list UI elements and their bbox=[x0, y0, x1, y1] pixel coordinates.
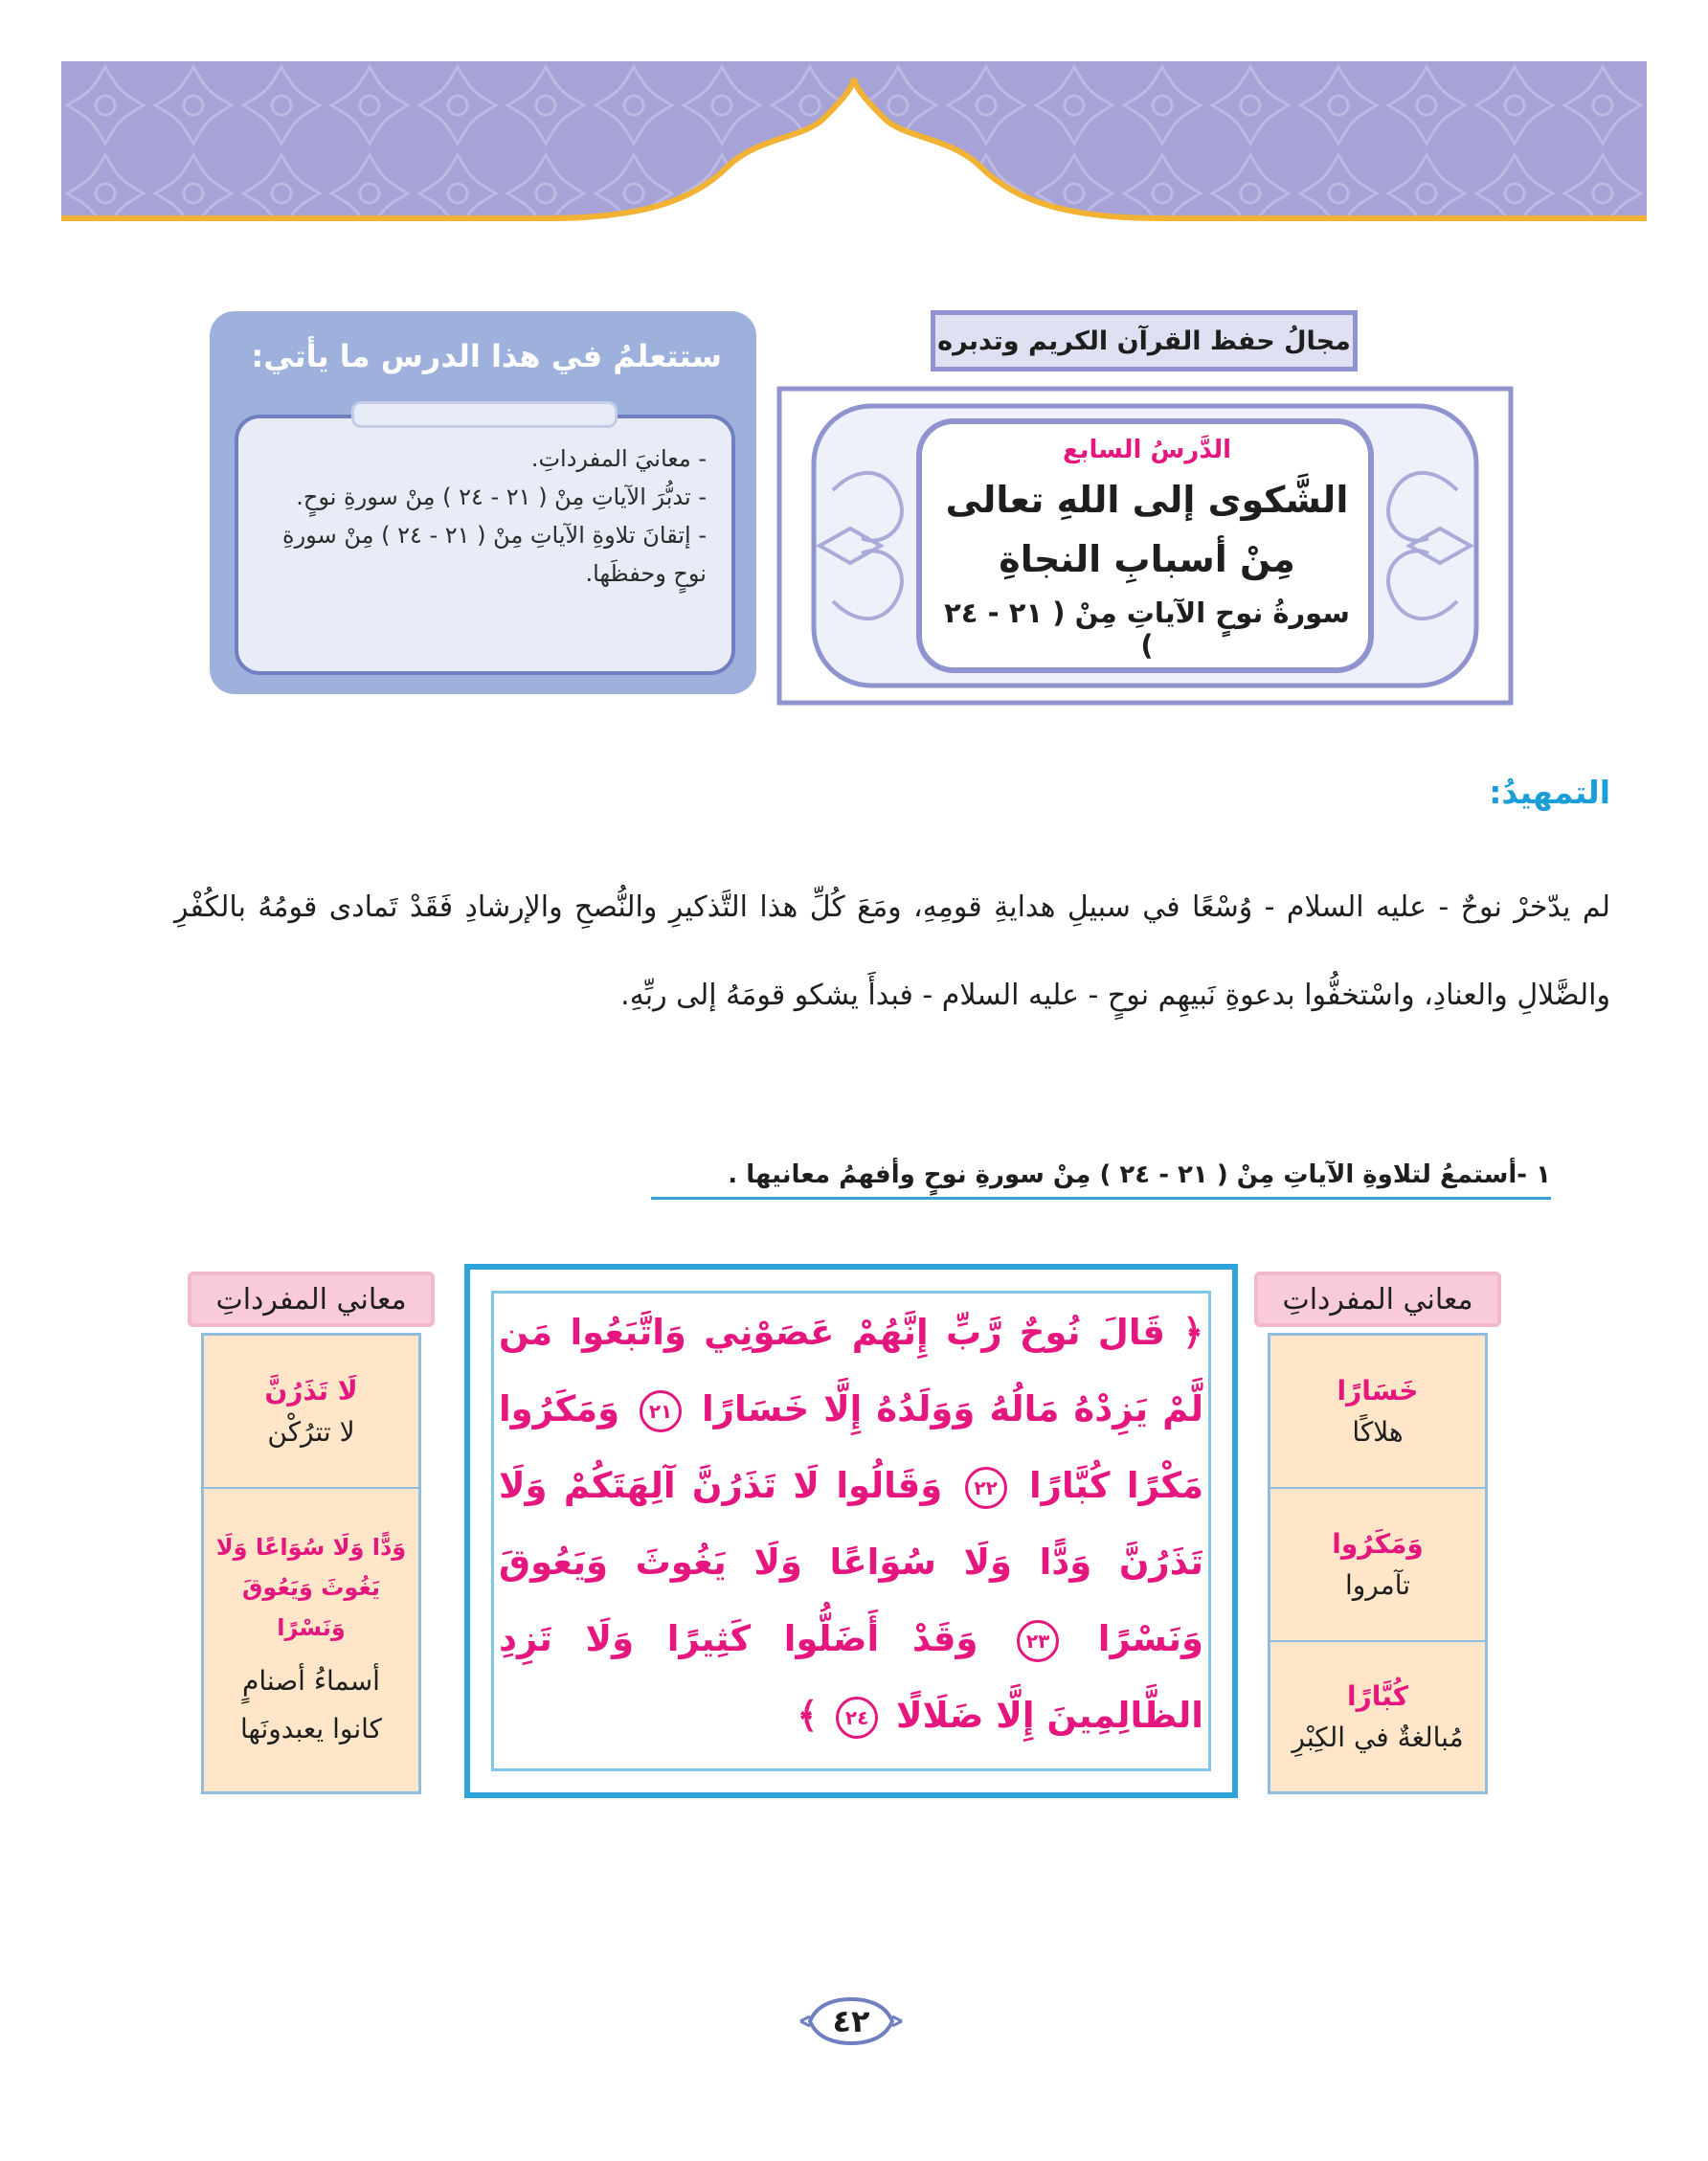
field-label bbox=[931, 310, 1358, 371]
objectives-list bbox=[263, 439, 707, 593]
quran-verses-frame bbox=[464, 1264, 1238, 1798]
lesson-title-line2: مِنْ أسبابِ النجاةِ bbox=[999, 538, 1295, 580]
quran-segment: وَقَالُوا لَا تَذَرُنَّ آلِهَتَكُمْ وَلَا تَذَرُنَّ وَدًّا وَلَا سُوَاعًا وَلَا يَغُوثَ وَيَعُوقَ وَنَسْرًا bbox=[499, 1465, 1203, 1659]
lesson-title-line1: الشَّكوى إلى اللهِ تعالى bbox=[945, 479, 1349, 521]
ayah-number: ٢١ bbox=[640, 1390, 682, 1432]
vocab-word: كُبَّارًا bbox=[1347, 1680, 1408, 1712]
objectives-card bbox=[210, 311, 756, 694]
vocab-meaning: أسماءُ أصنامٍ كانوا يعبدونَها bbox=[240, 1665, 382, 1745]
quran-segment: وَمَكَرُوا مَكْرًا كُبَّارًا bbox=[499, 1388, 1203, 1506]
vocab-entry bbox=[204, 1489, 418, 1791]
vocab-card-left bbox=[188, 1272, 435, 1794]
quran-verses bbox=[499, 1294, 1203, 1754]
objectives-tab bbox=[351, 401, 618, 428]
vocab-entry bbox=[1270, 1489, 1485, 1642]
objectives-body bbox=[235, 415, 735, 675]
vocab-title: معاني المفرداتِ bbox=[1254, 1272, 1501, 1327]
intro-paragraph: لم يدّخرْ نوحٌ - عليه السلام - وُسْعًا في سبيلِ هدايةِ قومِهِ، ومَعَ كُلِّ هذا التَّذكيرِ والنُّصحِ والإرشادِ فَقَدْ تَمادى قومُهُ بالكُفْرِ والضَّلالِ والعنادِ، واسْتخفُّوا بدعوةِ نَبيهِم نوحٍ - عليه السلام - فبدأَ يشكو قومَهُ إلى ربِّهِ. bbox=[174, 890, 1610, 1012]
ayah-number: ٢٢ bbox=[965, 1467, 1007, 1509]
quran-segment: قَالَ نُوحٌ رَّبِّ إِنَّهُمْ عَصَوْنِي وَاتَّبَعُوا مَن لَّمْ يَزِدْهُ مَالُهُ وَوَلَدُهُ إِلَّا خَسَارًا bbox=[499, 1312, 1203, 1429]
vocab-card-right bbox=[1254, 1272, 1501, 1794]
lesson-subtitle: سورةُ نوحٍ الآياتِ مِنْ ( ٢١ - ٢٤ ) bbox=[944, 597, 1350, 662]
objective-item: - معانيَ المفرداتِ. bbox=[530, 445, 707, 472]
vocab-entry bbox=[1270, 1336, 1485, 1489]
lesson-title-block bbox=[933, 421, 1360, 676]
vocab-table bbox=[1268, 1333, 1488, 1794]
quran-close-bracket: ﴾ bbox=[797, 1695, 819, 1736]
vocab-meaning: هلاكًا bbox=[1352, 1416, 1404, 1448]
header-banner bbox=[61, 61, 1647, 230]
quran-segment: وَقَدْ أَضَلُّوا كَثِيرًا وَلَا تَزِدِ الظَّالِمِينَ إِلَّا ضَلَالًا bbox=[499, 1618, 1203, 1736]
instruction-line: ١ -أستمعُ لتلاوةِ الآياتِ مِنْ ( ٢١ - ٢٤ ) مِنْ سورةِ نوحٍ وأفهمُ معانيها . bbox=[651, 1160, 1551, 1200]
field-label-text: مجالُ حفظ القرآن الكريم وتدبره bbox=[937, 326, 1351, 356]
vocab-entry bbox=[1270, 1642, 1485, 1791]
vocab-meaning: تآمروا bbox=[1344, 1569, 1411, 1601]
vocab-meaning: لا تترُكْن bbox=[267, 1416, 355, 1448]
objective-item: - إتقانَ تلاوةِ الآياتِ مِنْ ( ٢١ - ٢٤ ) مِنْ سورةِ نوحٍ وحفظَها. bbox=[282, 522, 707, 587]
page-number: ٤٢ bbox=[832, 2003, 870, 2039]
vocab-meaning: مُبالغةٌ في الكِبْرِ bbox=[1292, 1722, 1464, 1753]
objectives-title: ستتعلمُ في هذا الدرس ما يأتي: bbox=[251, 338, 722, 374]
vocab-word: خَسَارًا bbox=[1337, 1375, 1419, 1407]
vocab-title: معاني المفرداتِ bbox=[188, 1272, 435, 1327]
vocab-word: لَا تَذَرُنَّ bbox=[264, 1375, 358, 1407]
vocab-table bbox=[201, 1333, 421, 1794]
quran-open-bracket: ﴿ bbox=[1182, 1312, 1203, 1353]
ayah-number: ٢٤ bbox=[836, 1697, 878, 1739]
intro-heading: التمهيدُ: bbox=[1489, 774, 1610, 811]
ayah-number: ٢٣ bbox=[1017, 1620, 1059, 1662]
vocab-word: وَدًّا وَلَا سُوَاعًا وَلَا يَغُوثَ وَيَعُوقَ وَنَسْرًا bbox=[215, 1534, 407, 1641]
vocab-word: وَمَكَرُوا bbox=[1332, 1528, 1424, 1560]
vocab-entry bbox=[204, 1336, 418, 1489]
lesson-number: الدَّرسُ السابع bbox=[1063, 436, 1232, 464]
objective-item: - تدبُّرَ الآياتِ مِنْ ( ٢١ - ٢٤ ) مِنْ سورةِ نوحٍ. bbox=[296, 484, 707, 510]
